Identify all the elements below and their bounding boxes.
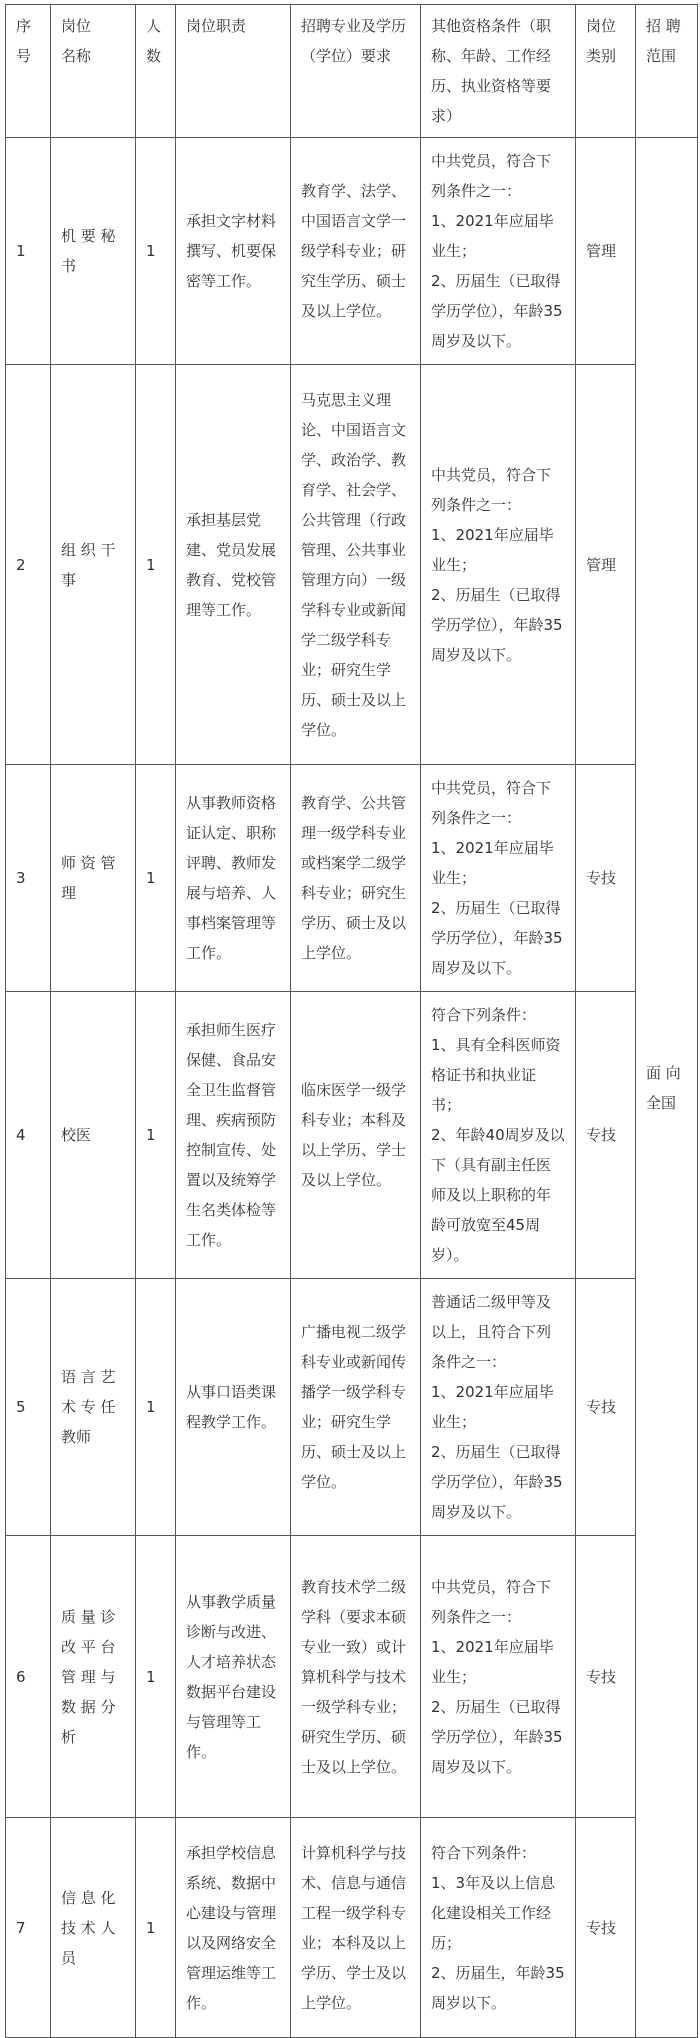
cell-post-name: 组 织 干 事 bbox=[51, 365, 136, 765]
cell-major-requirement: 教育学、法学、中国语言文学一级学科专业；研究生学历、硕士及以上学位。 bbox=[291, 138, 421, 365]
cell-other-qualification: 符合下列条件： 1、具有全科医师资格证书和执业证书； 2、年龄40周岁及以下（具有副主任医师及以上职称的年龄可放宽至45周岁）。 bbox=[421, 992, 576, 1279]
cell-seq: 2 bbox=[6, 365, 51, 765]
table-row bbox=[6, 765, 698, 992]
table-row bbox=[6, 1536, 698, 1818]
header-scope: 招 聘 范围 bbox=[636, 5, 698, 138]
cell-seq: 5 bbox=[6, 1279, 51, 1536]
cell-other-qualification: 符合下列条件： 1、3年及以上信息化建设相关工作经历； 2、历届生，年龄35周岁以下。 bbox=[421, 1818, 576, 2038]
cell-post-name: 质 量 诊 改 平 台 管 理 与 数 据 分 析 bbox=[51, 1536, 136, 1818]
table-row bbox=[6, 1818, 698, 2038]
cell-post-name: 师 资 管 理 bbox=[51, 765, 136, 992]
cell-major-requirement: 马克思主义理论、中国语言文学、政治学、教育学、社会学、公共管理（行政管理、公共事业管理方向）一级学科专业或新闻学二级学科专业；研究生学历、硕士及以上学位。 bbox=[291, 365, 421, 765]
header-other-qualification: 其他资格条件（职称、年龄、工作经历、执业资格等要求） bbox=[421, 5, 576, 138]
cell-duty: 承担文字材料撰写、机要保密等工作。 bbox=[176, 138, 291, 365]
cell-post-type: 专技 bbox=[576, 765, 636, 992]
cell-count: 1 bbox=[136, 365, 176, 765]
cell-duty: 承担师生医疗保健、食品安全卫生监督管理、疾病预防控制宣传、处置以及统筹学生名类体检等工作。 bbox=[176, 992, 291, 1279]
cell-post-type: 管理 bbox=[576, 138, 636, 365]
cell-other-qualification: 中共党员，符合下列条件之一： 1、2021年应届毕业生； 2、历届生（已取得学历学位），年龄35周岁及以下。 bbox=[421, 365, 576, 765]
cell-count: 1 bbox=[136, 1818, 176, 2038]
cell-count: 1 bbox=[136, 138, 176, 365]
cell-seq: 7 bbox=[6, 1818, 51, 2038]
cell-post-name: 机 要 秘 书 bbox=[51, 138, 136, 365]
cell-count: 1 bbox=[136, 1536, 176, 1818]
cell-other-qualification: 中共党员，符合下列条件之一： 1、2021年应届毕业生； 2、历届生（已取得学历学位），年龄35周岁及以下。 bbox=[421, 138, 576, 365]
cell-post-name: 校医 bbox=[51, 992, 136, 1279]
cell-count: 1 bbox=[136, 992, 176, 1279]
cell-seq: 3 bbox=[6, 765, 51, 992]
cell-duty: 承担学校信息系统、数据中心建设与管理以及网络安全管理运维等工作。 bbox=[176, 1818, 291, 2038]
header-duty: 岗位职责 bbox=[176, 5, 291, 138]
cell-seq: 4 bbox=[6, 992, 51, 1279]
cell-post-type: 专技 bbox=[576, 1818, 636, 2038]
cell-duty: 从事教学质量诊断与改进、人才培养状态数据平台建设与管理等工作。 bbox=[176, 1536, 291, 1818]
cell-duty: 从事口语类课程教学工作。 bbox=[176, 1279, 291, 1536]
cell-scope: 面 向 全国 bbox=[636, 138, 698, 2038]
cell-post-name: 信 息 化 技 术 人 员 bbox=[51, 1818, 136, 2038]
cell-post-type: 专技 bbox=[576, 1536, 636, 1818]
cell-post-name: 语 言 艺 术 专 任 教师 bbox=[51, 1279, 136, 1536]
cell-duty: 承担基层党建、党员发展教育、党校管理等工作。 bbox=[176, 365, 291, 765]
header-post-name: 岗位 名称 bbox=[51, 5, 136, 138]
cell-post-type: 专技 bbox=[576, 1279, 636, 1536]
table-row bbox=[6, 1279, 698, 1536]
recruitment-table bbox=[5, 4, 698, 2038]
cell-seq: 6 bbox=[6, 1536, 51, 1818]
cell-post-type: 专技 bbox=[576, 992, 636, 1279]
table-row bbox=[6, 992, 698, 1279]
cell-major-requirement: 计算机科学与技术、信息与通信工程一级学科专业；本科及以上学历、学士及以上学位。 bbox=[291, 1818, 421, 2038]
table-row bbox=[6, 138, 698, 365]
table-row bbox=[6, 365, 698, 765]
header-count: 人 数 bbox=[136, 5, 176, 138]
cell-other-qualification: 普通话二级甲等及以上，且符合下列条件之一： 1、2021年应届毕业生； 2、历届生（已取得学历学位），年龄35周岁及以下。 bbox=[421, 1279, 576, 1536]
cell-major-requirement: 广播电视二级学科专业或新闻传播学一级学科专业；研究生学历、硕士及以上学位。 bbox=[291, 1279, 421, 1536]
cell-count: 1 bbox=[136, 765, 176, 992]
cell-duty: 从事教师资格证认定、职称评聘、教师发展与培养、人事档案管理等工作。 bbox=[176, 765, 291, 992]
header-row bbox=[6, 5, 698, 138]
cell-count: 1 bbox=[136, 1279, 176, 1536]
cell-major-requirement: 教育技术学二级学科（要求本硕专业一致）或计算机科学与技术一级学科专业；研究生学历、硕士及以上学位。 bbox=[291, 1536, 421, 1818]
cell-major-requirement: 教育学、公共管理一级学科专业或档案学二级学科专业；研究生学历、硕士及以上学位。 bbox=[291, 765, 421, 992]
cell-seq: 1 bbox=[6, 138, 51, 365]
header-seq: 序 号 bbox=[6, 5, 51, 138]
header-post-type: 岗位 类别 bbox=[576, 5, 636, 138]
cell-major-requirement: 临床医学一级学科专业；本科及以上学历、学士及以上学位。 bbox=[291, 992, 421, 1279]
cell-post-type: 管理 bbox=[576, 365, 636, 765]
cell-other-qualification: 中共党员，符合下列条件之一： 1、2021年应届毕业生； 2、历届生（已取得学历学位），年龄35周岁及以下。 bbox=[421, 765, 576, 992]
cell-other-qualification: 中共党员，符合下列条件之一： 1、2021年应届毕业生； 2、历届生（已取得学历学位），年龄35周岁及以下。 bbox=[421, 1536, 576, 1818]
header-major-requirement: 招聘专业及学历（学位）要求 bbox=[291, 5, 421, 138]
